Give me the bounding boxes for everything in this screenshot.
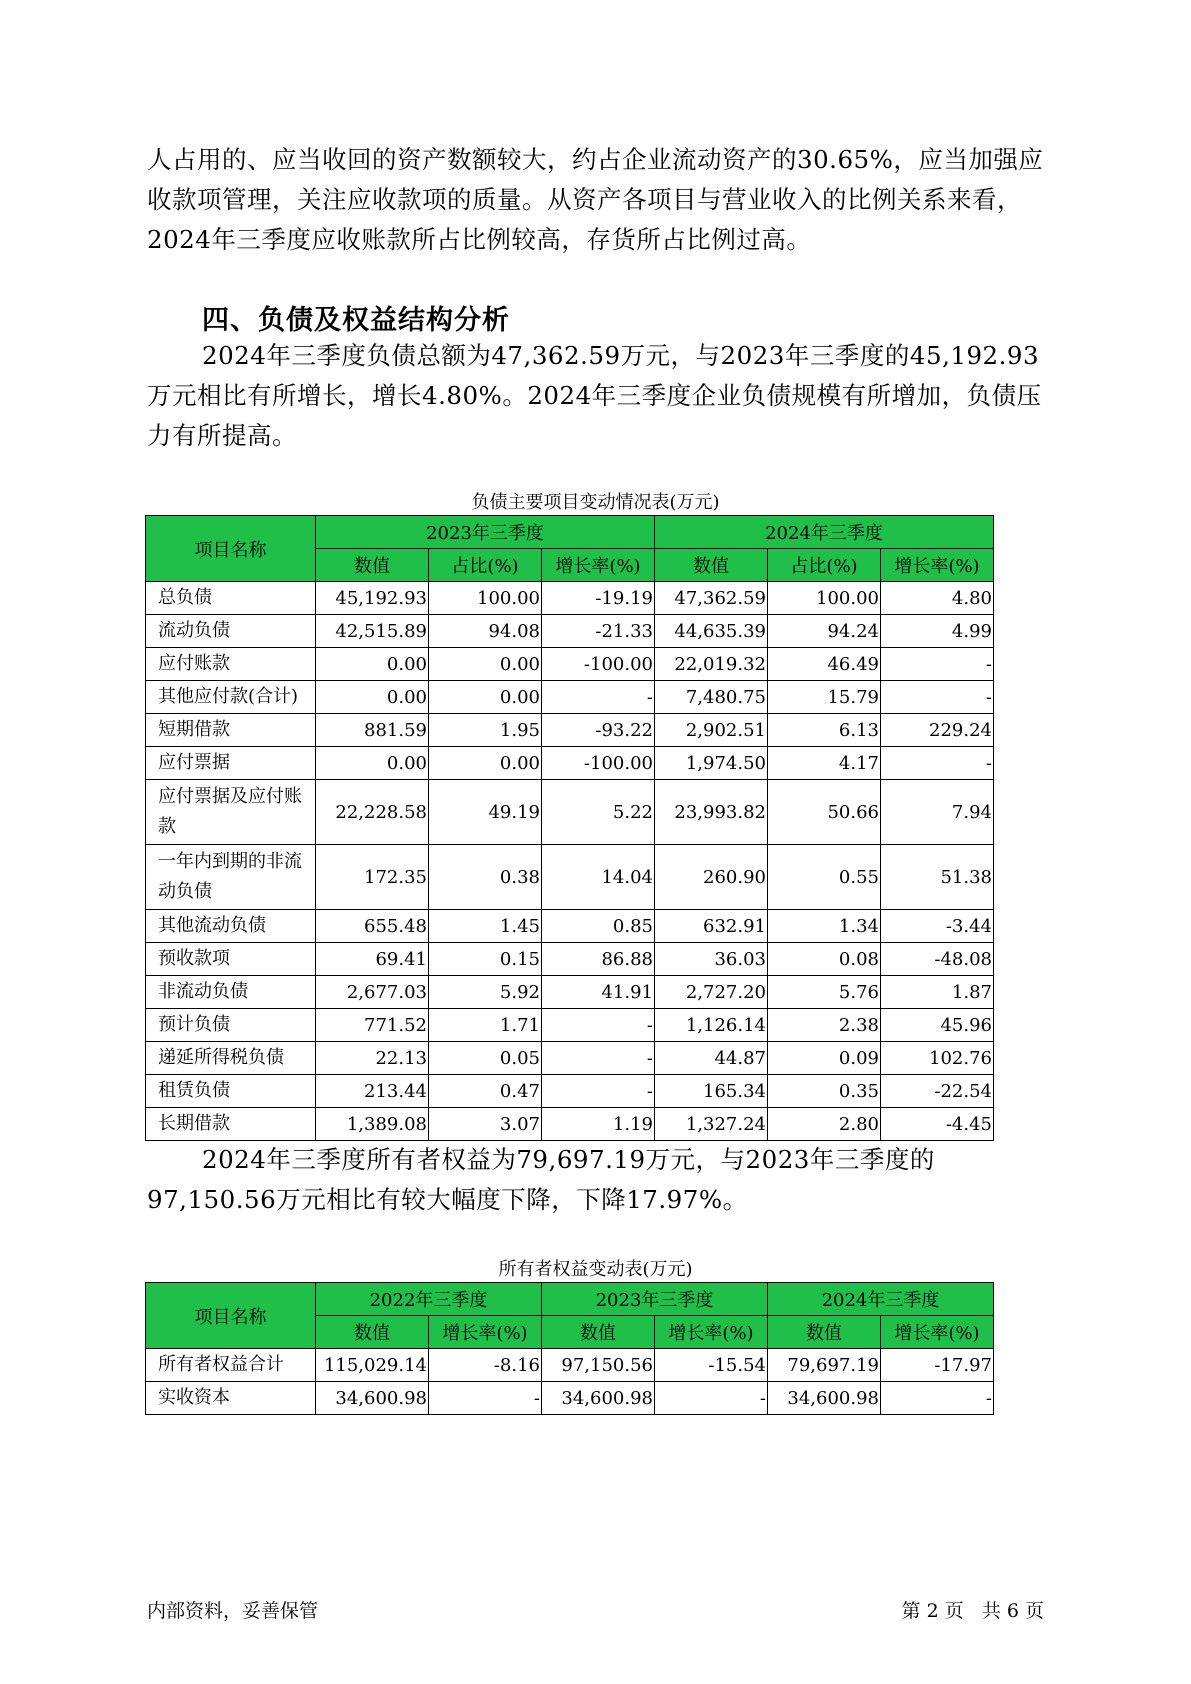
table-cell: 86.88 [542,943,655,976]
table-cell: 5.22 [542,780,655,845]
table-cell: 4.17 [768,747,881,780]
table-cell: 1.71 [429,1009,542,1042]
table-cell: -22.54 [881,1075,994,1108]
table-cell: 4.80 [881,582,994,615]
table-cell: 771.52 [316,1009,429,1042]
table-cell: 2,727.20 [655,976,768,1009]
equity-table-body [146,1349,994,1415]
table-cell: 0.15 [429,943,542,976]
liability-table-body [146,582,994,1141]
subheader: 数值 [316,549,429,582]
table-cell: 94.24 [768,615,881,648]
row-label: 总负债 [146,582,316,615]
row-label: 实收资本 [146,1382,316,1415]
table-cell: -4.45 [881,1108,994,1141]
table-cell: 1.19 [542,1108,655,1141]
table-cell: 0.00 [316,648,429,681]
table-cell: 0.35 [768,1075,881,1108]
liability-table [145,515,994,1141]
equity-table-caption: 所有者权益变动表(万元) [498,1259,693,1280]
table-cell: - [881,747,994,780]
table-cell: 3.07 [429,1108,542,1141]
table-cell: 881.59 [316,714,429,747]
table-cell: 6.13 [768,714,881,747]
row-label: 应付账款 [146,648,316,681]
subheader: 增长率(%) [429,1316,542,1349]
table-cell: 51.38 [881,845,994,910]
table-cell: 7.94 [881,780,994,845]
table-cell: - [542,1009,655,1042]
table-cell: - [542,1075,655,1108]
subheader: 增长率(%) [542,549,655,582]
subheader: 增长率(%) [881,549,994,582]
header-period: 2024年三季度 [768,1283,994,1316]
table-cell: - [429,1382,542,1415]
table-row [146,780,994,845]
table-cell: 22,019.32 [655,648,768,681]
table-row [146,648,994,681]
table-cell: 1.34 [768,910,881,943]
table-cell: 2,677.03 [316,976,429,1009]
table-cell: 22,228.58 [316,780,429,845]
table-cell: -19.19 [542,582,655,615]
row-label: 预收款项 [146,943,316,976]
table-row [146,615,994,648]
table-cell: 632.91 [655,910,768,943]
table-cell: 15.79 [768,681,881,714]
table-cell: 0.38 [429,845,542,910]
subheader: 增长率(%) [655,1316,768,1349]
header-period: 2022年三季度 [316,1283,542,1316]
table-cell: - [655,1382,768,1415]
table-cell: -48.08 [881,943,994,976]
table-cell: 100.00 [429,582,542,615]
table-cell: 102.76 [881,1042,994,1075]
table-cell: 5.76 [768,976,881,1009]
table-cell: 42,515.89 [316,615,429,648]
row-label: 非流动负债 [146,976,316,1009]
table-cell: 45,192.93 [316,582,429,615]
table-row [146,582,994,615]
table-cell: 0.00 [429,681,542,714]
liability-header-row [146,516,994,549]
table-cell: 34,600.98 [768,1382,881,1415]
table-row [146,1009,994,1042]
liability-paragraph [147,336,1050,456]
table-row [146,714,994,747]
row-label: 短期借款 [146,714,316,747]
header-period: 2024年三季度 [655,516,994,549]
row-label: 租赁负债 [146,1075,316,1108]
table-row [146,1042,994,1075]
table-cell: 2.38 [768,1009,881,1042]
table-cell: 165.34 [655,1075,768,1108]
equity-paragraph [147,1140,1050,1220]
header-period: 2023年三季度 [542,1283,768,1316]
table-cell: 4.99 [881,615,994,648]
table-cell: 0.05 [429,1042,542,1075]
table-cell: 0.47 [429,1075,542,1108]
table-cell: 94.08 [429,615,542,648]
section-heading: 四、负债及权益结构分析 [202,305,510,336]
table-cell: 41.91 [542,976,655,1009]
table-cell: 23,993.82 [655,780,768,845]
row-label: 递延所得税负债 [146,1042,316,1075]
table-row [146,1075,994,1108]
row-label: 其他流动负债 [146,910,316,943]
table-cell: -8.16 [429,1349,542,1382]
table-cell: 50.66 [768,780,881,845]
table-cell: 100.00 [768,582,881,615]
row-label: 一年内到期的非流动负债 [146,845,316,910]
table-row [146,910,994,943]
table-cell: 69.41 [316,943,429,976]
subheader: 占比(%) [429,549,542,582]
liability-text: 2024年三季度负债总额为47,362.59万元，与2023年三季度的45,192.93万元相比有所增长，增长4.80%。2024年三季度企业负债规模有所增加，负债压力有所提高。 [147,341,1042,450]
table-cell: 1,389.08 [316,1108,429,1141]
table-cell: 49.19 [429,780,542,845]
table-row [146,1349,994,1382]
table-cell: 172.35 [316,845,429,910]
table-cell: 655.48 [316,910,429,943]
table-cell: 7,480.75 [655,681,768,714]
table-cell: 34,600.98 [542,1382,655,1415]
table-cell: 0.85 [542,910,655,943]
table-cell: -100.00 [542,648,655,681]
subheader: 数值 [316,1316,429,1349]
table-cell: -3.44 [881,910,994,943]
intro-paragraph [147,140,1050,260]
table-cell: - [542,1042,655,1075]
table-cell: 34,600.98 [316,1382,429,1415]
table-cell: 2,902.51 [655,714,768,747]
row-label: 应付票据及应付账款 [146,780,316,845]
subheader: 数值 [542,1316,655,1349]
table-row [146,747,994,780]
equity-table [145,1282,994,1415]
table-cell: 22.13 [316,1042,429,1075]
table-cell: 1.95 [429,714,542,747]
table-cell: 45.96 [881,1009,994,1042]
table-cell: 44,635.39 [655,615,768,648]
equity-header-row [146,1283,994,1316]
table-cell: 229.24 [881,714,994,747]
table-cell: 47,362.59 [655,582,768,615]
table-cell: 2.80 [768,1108,881,1141]
table-cell: - [881,681,994,714]
table-cell: 0.00 [316,747,429,780]
header-item-name: 项目名称 [146,1283,316,1349]
footer-left: 内部资料，妥善保管 [147,1600,319,1622]
header-item-name: 项目名称 [146,516,316,582]
row-label: 其他应付款(合计) [146,681,316,714]
table-cell: 213.44 [316,1075,429,1108]
table-cell: 14.04 [542,845,655,910]
table-cell: 36.03 [655,943,768,976]
table-cell: 0.55 [768,845,881,910]
table-cell: 1.87 [881,976,994,1009]
table-row [146,1382,994,1415]
row-label: 长期借款 [146,1108,316,1141]
table-cell: 260.90 [655,845,768,910]
table-row [146,976,994,1009]
header-period: 2023年三季度 [316,516,655,549]
table-row [146,681,994,714]
table-cell: 0.08 [768,943,881,976]
row-label: 流动负债 [146,615,316,648]
table-cell: 0.09 [768,1042,881,1075]
table-cell: -15.54 [655,1349,768,1382]
table-cell: -100.00 [542,747,655,780]
row-label: 预计负债 [146,1009,316,1042]
table-cell: 97,150.56 [542,1349,655,1382]
table-cell: 1,974.50 [655,747,768,780]
table-cell: 1.45 [429,910,542,943]
table-cell: 79,697.19 [768,1349,881,1382]
table-cell: - [542,681,655,714]
table-row [146,1108,994,1141]
footer-right: 第 2 页 共 6 页 [901,1600,1044,1622]
table-cell: 1,327.24 [655,1108,768,1141]
subheader: 增长率(%) [881,1316,994,1349]
table-cell: 115,029.14 [316,1349,429,1382]
table-cell: 5.92 [429,976,542,1009]
equity-text: 2024年三季度所有者权益为79,697.19万元，与2023年三季度的97,150.56万元相比有较大幅度下降，下降17.97%。 [147,1145,935,1214]
table-cell: 44.87 [655,1042,768,1075]
table-cell: 0.00 [316,681,429,714]
table-cell: -93.22 [542,714,655,747]
liability-table-caption: 负债主要项目变动情况表(万元) [471,492,720,513]
table-cell: -21.33 [542,615,655,648]
intro-text: 人占用的、应当收回的资产数额较大，约占企业流动资产的30.65%，应当加强应收款项管理，关注应收款项的质量。从资产各项目与营业收入的比例关系来看，2024年三季度应收账款所占比例较高，存货所占比例过高。 [147,145,1044,254]
table-cell: 0.00 [429,747,542,780]
table-cell: 46.49 [768,648,881,681]
table-cell: - [881,648,994,681]
table-cell: 1,126.14 [655,1009,768,1042]
row-label: 所有者权益合计 [146,1349,316,1382]
table-row [146,943,994,976]
table-row [146,845,994,910]
table-cell: -17.97 [881,1349,994,1382]
subheader: 占比(%) [768,549,881,582]
table-cell: - [881,1382,994,1415]
subheader: 数值 [768,1316,881,1349]
row-label: 应付票据 [146,747,316,780]
subheader: 数值 [655,549,768,582]
table-cell: 0.00 [429,648,542,681]
